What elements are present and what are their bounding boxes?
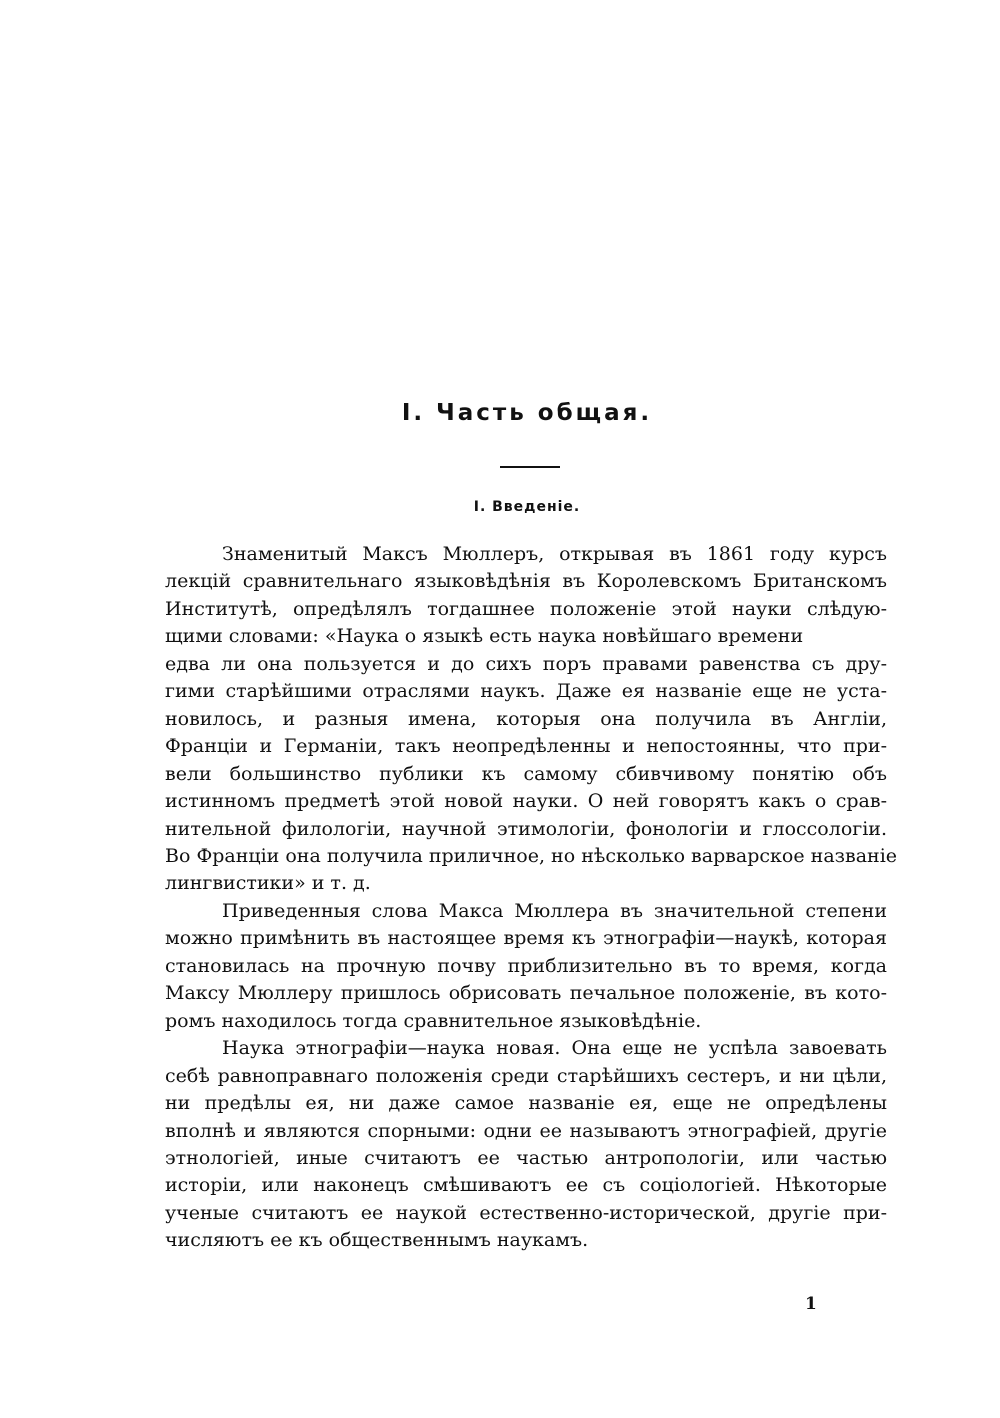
- text-line: гими старѣйшими отраслями наукъ. Даже ея названіе еще не уста-: [165, 680, 887, 703]
- text-line: Франціи и Германіи, такъ неопредѣленны и непостоянны, что при-: [165, 735, 887, 758]
- text-line: Приведенныя слова Макса Мюллера въ значительной степени: [222, 899, 887, 922]
- title-divider: [500, 466, 560, 468]
- section-title: I. Введеніе.: [473, 499, 581, 515]
- text-line: себѣ равноправнаго положенія среди старѣйшихъ сестеръ, и ни цѣли,: [165, 1064, 887, 1087]
- text-line: Наука этнографіи—наука новая. Она еще не успѣла завоевать: [222, 1037, 887, 1060]
- body-text: [165, 541, 898, 1255]
- text-line: числяютъ ее къ общественнымъ наукамъ.: [165, 1229, 589, 1252]
- text-line: ромъ находилось тогда сравнительное языковѣдѣніе.: [165, 1009, 702, 1032]
- text-line: Знаменитый Максъ Мюллеръ, открывая въ 1861 году курсъ: [222, 543, 887, 565]
- text-line: этнологіей, иные считаютъ ее частью антропологіи, или частью: [165, 1146, 887, 1169]
- text-line: становилась на прочную почву приблизительно въ то время, когда: [165, 954, 887, 977]
- part-title: I. Часть общая.: [401, 400, 653, 426]
- text-line: можно примѣнить въ настоящее время къ этнографіи—наукѣ, которая: [165, 927, 887, 950]
- text-line: нительной филологіи, научной этимологіи, фонологіи и глоссологіи.: [165, 817, 887, 840]
- text-line: исторіи, или наконецъ смѣшиваютъ ее съ соціологіей. Нѣкоторые: [165, 1174, 887, 1197]
- text-line: Институтѣ, опредѣлялъ тогдашнее положеніе этой науки слѣдую-: [165, 597, 887, 620]
- page-number: 1: [805, 1294, 817, 1314]
- text-line: Максу Мюллеру пришлось обрисовать печальное положеніе, въ кото-: [165, 982, 887, 1005]
- text-line: лингвистики» и т. д.: [165, 872, 371, 895]
- text-line: вели большинство публики къ самому сбивчивому понятію объ: [165, 762, 887, 785]
- text-line: ни предѣлы ея, ни даже самое названіе ея, еще не опредѣлены: [165, 1092, 887, 1115]
- text-line: Во Франціи она получила приличное, но нѣсколько варварское названіе: [165, 844, 898, 867]
- text-line: лекцій сравнительнаго языковѣдѣнія въ Королевскомъ Британскомъ: [165, 570, 887, 593]
- text-line: истинномъ предметѣ этой новой науки. О ней говорятъ какъ о срав-: [165, 790, 887, 813]
- text-line: щими словами: «Наука о языкѣ есть наука новѣйшаго времени: [165, 625, 804, 648]
- text-line: вполнѣ и являются спорными: одни ее называютъ этнографіей, другіе: [165, 1119, 887, 1142]
- text-line: новилось, и разныя имена, которыя она получила въ Англіи,: [165, 707, 887, 730]
- text-line: ученые считаютъ ее наукой естественно-исторической, другіе при-: [165, 1201, 887, 1224]
- text-line: едва ли она пользуется и до сихъ поръ правами равенства съ дру-: [165, 652, 887, 675]
